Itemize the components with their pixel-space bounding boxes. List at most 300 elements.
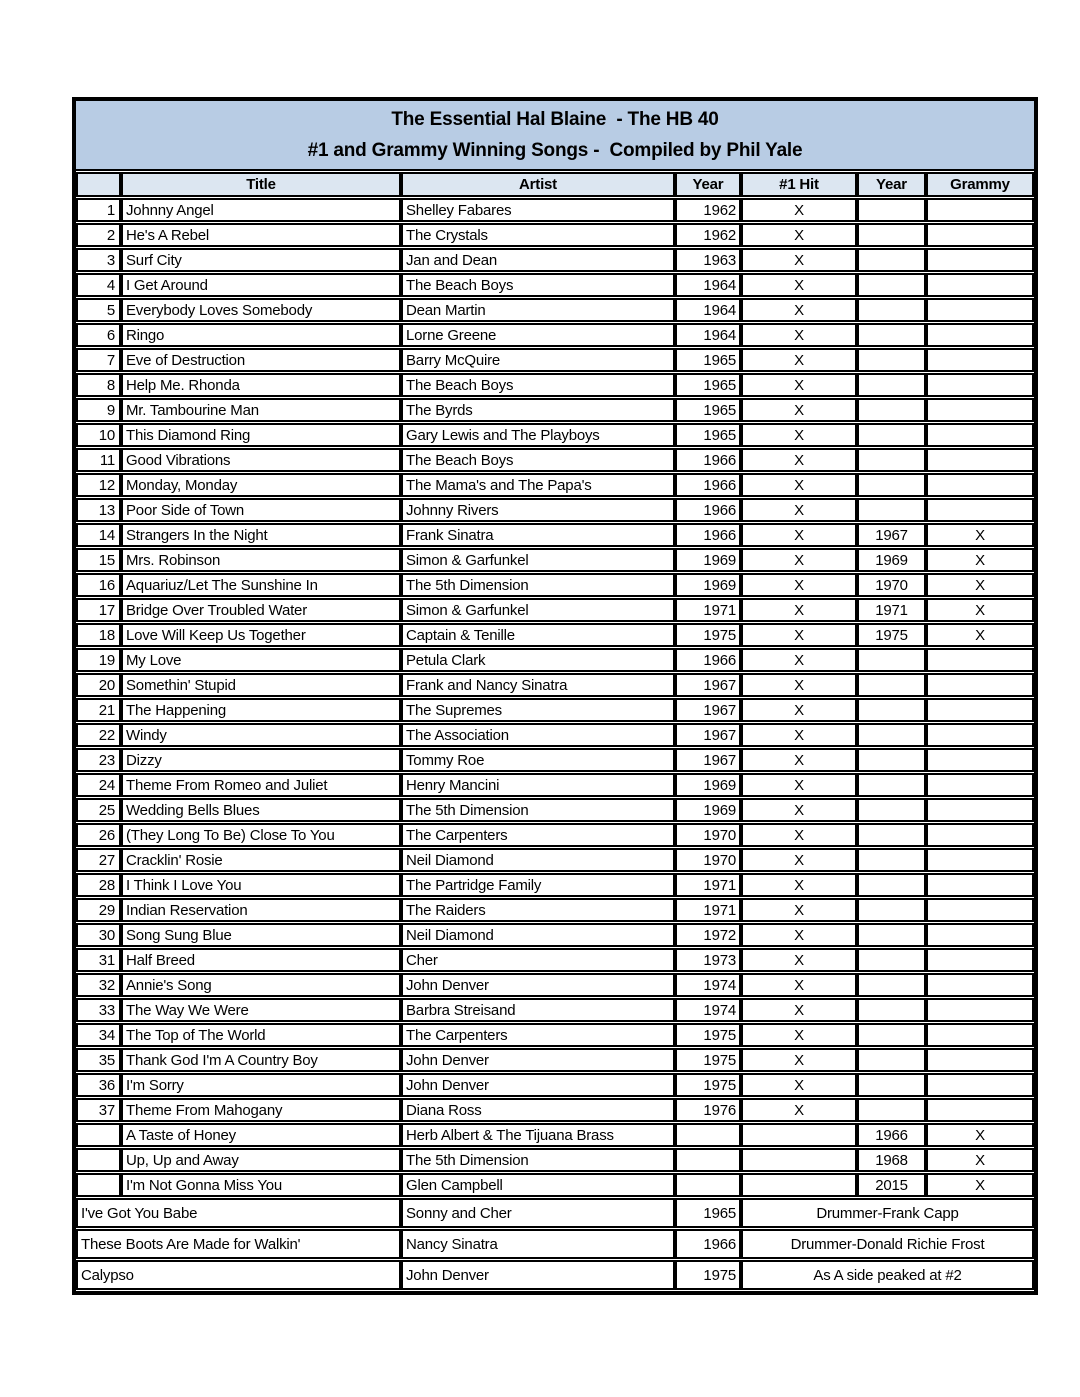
footer-table-row <box>76 1229 1034 1259</box>
row-number-cell: 28 <box>76 873 121 897</box>
grammy-cell <box>926 448 1034 472</box>
grammy-year-cell: 1970 <box>857 573 926 597</box>
song-title-cell: I Get Around <box>121 273 401 297</box>
grammy-year-cell <box>857 398 926 422</box>
table-row <box>76 223 1034 247</box>
artist-cell: Barbra Streisand <box>401 998 675 1022</box>
grammy-year-cell <box>857 273 926 297</box>
song-title-cell: He's A Rebel <box>121 223 401 247</box>
number-one-hit-cell: X <box>741 1073 857 1097</box>
hit-year-cell: 1967 <box>675 673 741 697</box>
number-one-hit-cell: X <box>741 698 857 722</box>
row-number-cell: 36 <box>76 1073 121 1097</box>
grammy-year-cell <box>857 423 926 447</box>
grammy-cell <box>926 473 1034 497</box>
grammy-cell <box>926 1098 1034 1122</box>
artist-cell: Lorne Greene <box>401 323 675 347</box>
grammy-cell <box>926 373 1034 397</box>
number-one-hit-cell: X <box>741 523 857 547</box>
table-row <box>76 1023 1034 1047</box>
number-one-hit-cell: X <box>741 298 857 322</box>
artist-cell: Jan and Dean <box>401 248 675 272</box>
grammy-cell <box>926 1048 1034 1072</box>
song-title-cell: Ringo <box>121 323 401 347</box>
hit-year-cell: 1971 <box>675 898 741 922</box>
row-number-cell: 3 <box>76 248 121 272</box>
grammy-cell <box>926 898 1034 922</box>
row-number-cell: 8 <box>76 373 121 397</box>
number-one-hit-cell: X <box>741 923 857 947</box>
grammy-cell: X <box>926 548 1034 572</box>
grammy-year-cell <box>857 198 926 222</box>
row-number-cell: 20 <box>76 673 121 697</box>
row-number-cell: 30 <box>76 923 121 947</box>
grammy-year-cell <box>857 848 926 872</box>
grammy-cell <box>926 723 1034 747</box>
song-title-cell: Surf City <box>121 248 401 272</box>
hit-year-cell: 1966 <box>675 523 741 547</box>
grammy-year-cell: 1971 <box>857 598 926 622</box>
artist-cell: The Beach Boys <box>401 448 675 472</box>
table-row <box>76 948 1034 972</box>
artist-cell: Neil Diamond <box>401 848 675 872</box>
number-one-hit-cell: X <box>741 348 857 372</box>
table-row <box>76 448 1034 472</box>
grammy-year-cell <box>857 648 926 672</box>
grammy-year-cell <box>857 798 926 822</box>
artist-cell: Herb Albert & The Tijuana Brass <box>401 1123 675 1147</box>
hit-year-cell: 1967 <box>675 748 741 772</box>
artist-cell: Sonny and Cher <box>401 1198 675 1228</box>
song-title-cell: Song Sung Blue <box>121 923 401 947</box>
song-title-cell: I'm Sorry <box>121 1073 401 1097</box>
grammy-year-cell <box>857 698 926 722</box>
artist-cell: Captain & Tenille <box>401 623 675 647</box>
number-one-hit-cell: X <box>741 998 857 1022</box>
hit-year-cell: 1965 <box>675 1198 741 1228</box>
hit-year-cell: 1966 <box>675 1229 741 1259</box>
song-title-cell: (They Long To Be) Close To You <box>121 823 401 847</box>
song-title-cell: Poor Side of Town <box>121 498 401 522</box>
song-title-cell: I Think I Love You <box>121 873 401 897</box>
hit-year-cell: 1964 <box>675 298 741 322</box>
grammy-cell: X <box>926 1123 1034 1147</box>
artist-cell: The 5th Dimension <box>401 573 675 597</box>
grammy-cell <box>926 248 1034 272</box>
number-one-hit-cell: X <box>741 1048 857 1072</box>
hit-year-cell: 1969 <box>675 798 741 822</box>
artist-cell: Nancy Sinatra <box>401 1229 675 1259</box>
table-row <box>76 423 1034 447</box>
hit-year-cell: 1974 <box>675 973 741 997</box>
row-number-cell: 18 <box>76 623 121 647</box>
song-title-cell: I've Got You Babe <box>76 1198 401 1228</box>
note-cell: Drummer-Frank Capp <box>741 1198 1034 1228</box>
row-number-cell: 26 <box>76 823 121 847</box>
grammy-cell <box>926 298 1034 322</box>
table-row <box>76 748 1034 772</box>
number-one-hit-cell: X <box>741 573 857 597</box>
table-row <box>76 473 1034 497</box>
grammy-cell <box>926 273 1034 297</box>
number-one-hit-cell: X <box>741 973 857 997</box>
number-one-hit-cell: X <box>741 1098 857 1122</box>
grammy-cell <box>926 223 1034 247</box>
artist-cell: John Denver <box>401 1260 675 1290</box>
songs-grid <box>76 171 1034 1291</box>
artist-cell: The Partridge Family <box>401 873 675 897</box>
artist-cell: The Beach Boys <box>401 273 675 297</box>
grammy-year-cell: 1966 <box>857 1123 926 1147</box>
header-row <box>76 172 1034 197</box>
song-title-cell: I'm Not Gonna Miss You <box>121 1173 401 1197</box>
number-one-hit-cell: X <box>741 948 857 972</box>
table-row <box>76 323 1034 347</box>
row-number-cell: 5 <box>76 298 121 322</box>
artist-cell: The Carpenters <box>401 1023 675 1047</box>
number-one-hit-cell: X <box>741 673 857 697</box>
hit-year-cell: 1974 <box>675 998 741 1022</box>
song-title-cell: Johnny Angel <box>121 198 401 222</box>
number-one-hit-cell: X <box>741 623 857 647</box>
grammy-year-cell: 1967 <box>857 523 926 547</box>
grammy-year-cell <box>857 448 926 472</box>
grammy-year-cell <box>857 873 926 897</box>
hit-year-cell: 1969 <box>675 548 741 572</box>
table-row <box>76 873 1034 897</box>
grammy-year-cell <box>857 1048 926 1072</box>
song-title-cell: The Way We Were <box>121 998 401 1022</box>
hit-year-cell: 1965 <box>675 398 741 422</box>
table-row <box>76 898 1034 922</box>
grammy-year-cell <box>857 1023 926 1047</box>
grammy-year-cell <box>857 1098 926 1122</box>
number-one-hit-cell: X <box>741 598 857 622</box>
hit-year-cell: 1966 <box>675 473 741 497</box>
table-row <box>76 573 1034 597</box>
artist-cell: Cher <box>401 948 675 972</box>
grammy-cell <box>926 648 1034 672</box>
table-row <box>76 398 1034 422</box>
grammy-cell: X <box>926 573 1034 597</box>
grammy-year-cell <box>857 923 926 947</box>
grammy-cell <box>926 773 1034 797</box>
grammy-cell <box>926 973 1034 997</box>
table-row <box>76 373 1034 397</box>
hit-year-cell: 1964 <box>675 323 741 347</box>
number-one-hit-cell: X <box>741 548 857 572</box>
row-number-cell: 24 <box>76 773 121 797</box>
table-row <box>76 673 1034 697</box>
column-header-grammy: Grammy <box>926 172 1034 197</box>
table-row <box>76 1173 1034 1197</box>
artist-cell: Simon & Garfunkel <box>401 598 675 622</box>
artist-cell: The Carpenters <box>401 823 675 847</box>
artist-cell: John Denver <box>401 973 675 997</box>
page-title: The Essential Hal Blaine - The HB 40 <box>391 109 719 130</box>
number-one-hit-cell: X <box>741 748 857 772</box>
song-title-cell: Half Breed <box>121 948 401 972</box>
hit-year-cell: 1964 <box>675 273 741 297</box>
number-one-hit-cell: X <box>741 648 857 672</box>
song-title-cell: Wedding Bells Blues <box>121 798 401 822</box>
footer-table-row <box>76 1260 1034 1290</box>
grammy-year-cell <box>857 723 926 747</box>
row-number-cell: 29 <box>76 898 121 922</box>
song-title-cell: A Taste of Honey <box>121 1123 401 1147</box>
grammy-cell <box>926 1073 1034 1097</box>
grammy-cell <box>926 498 1034 522</box>
song-title-cell: Indian Reservation <box>121 898 401 922</box>
hit-year-cell <box>675 1173 741 1197</box>
note-cell: Drummer-Donald Richie Frost <box>741 1229 1034 1259</box>
number-one-hit-cell: X <box>741 1023 857 1047</box>
table-row <box>76 348 1034 372</box>
artist-cell: The Mama's and The Papa's <box>401 473 675 497</box>
artist-cell: The Byrds <box>401 398 675 422</box>
grammy-year-cell: 1968 <box>857 1148 926 1172</box>
song-title-cell: Eve of Destruction <box>121 348 401 372</box>
row-number-cell: 33 <box>76 998 121 1022</box>
artist-cell: Henry Mancini <box>401 773 675 797</box>
column-header-title: Title <box>121 172 401 197</box>
song-title-cell: Help Me. Rhonda <box>121 373 401 397</box>
table-row <box>76 1148 1034 1172</box>
song-title-cell: My Love <box>121 648 401 672</box>
column-header-number <box>76 172 121 197</box>
number-one-hit-cell: X <box>741 848 857 872</box>
artist-cell: John Denver <box>401 1073 675 1097</box>
hit-year-cell: 1975 <box>675 1260 741 1290</box>
song-title-cell: These Boots Are Made for Walkin' <box>76 1229 401 1259</box>
number-one-hit-cell: X <box>741 273 857 297</box>
row-number-cell: 32 <box>76 973 121 997</box>
title-band <box>76 101 1034 171</box>
table-row <box>76 923 1034 947</box>
hit-year-cell: 1975 <box>675 623 741 647</box>
number-one-hit-cell: X <box>741 198 857 222</box>
row-number-cell: 25 <box>76 798 121 822</box>
artist-cell: Petula Clark <box>401 648 675 672</box>
grammy-cell <box>926 873 1034 897</box>
artist-cell: Neil Diamond <box>401 923 675 947</box>
song-title-cell: Monday, Monday <box>121 473 401 497</box>
table-row <box>76 773 1034 797</box>
grammy-cell <box>926 698 1034 722</box>
song-title-cell: Windy <box>121 723 401 747</box>
table-row <box>76 548 1034 572</box>
table-row <box>76 998 1034 1022</box>
song-title-cell: The Happening <box>121 698 401 722</box>
hit-year-cell: 1975 <box>675 1023 741 1047</box>
grammy-cell <box>926 848 1034 872</box>
column-header-number-one-hit: #1 Hit <box>741 172 857 197</box>
table-body <box>76 198 1034 1290</box>
row-number-cell: 13 <box>76 498 121 522</box>
hit-year-cell: 1966 <box>675 448 741 472</box>
table-row <box>76 298 1034 322</box>
number-one-hit-cell: X <box>741 798 857 822</box>
grammy-cell <box>926 423 1034 447</box>
grammy-cell <box>926 748 1034 772</box>
artist-cell: Barry McQuire <box>401 348 675 372</box>
table-row <box>76 273 1034 297</box>
table-row <box>76 1098 1034 1122</box>
song-title-cell: Annie's Song <box>121 973 401 997</box>
number-one-hit-cell: X <box>741 723 857 747</box>
table-row <box>76 648 1034 672</box>
row-number-cell: 21 <box>76 698 121 722</box>
song-title-cell: Mrs. Robinson <box>121 548 401 572</box>
row-number-cell: 17 <box>76 598 121 622</box>
hit-year-cell: 1970 <box>675 823 741 847</box>
number-one-hit-cell: X <box>741 423 857 447</box>
song-title-cell: Dizzy <box>121 748 401 772</box>
song-title-cell: Somethin' Stupid <box>121 673 401 697</box>
artist-cell: Gary Lewis and The Playboys <box>401 423 675 447</box>
table-row <box>76 973 1034 997</box>
column-header-artist: Artist <box>401 172 675 197</box>
table-row <box>76 848 1034 872</box>
column-header-year: Year <box>675 172 741 197</box>
artist-cell: The 5th Dimension <box>401 798 675 822</box>
artist-cell: The 5th Dimension <box>401 1148 675 1172</box>
number-one-hit-cell <box>741 1148 857 1172</box>
table-row <box>76 248 1034 272</box>
grammy-cell <box>926 998 1034 1022</box>
song-title-cell: Love Will Keep Us Together <box>121 623 401 647</box>
hit-year-cell: 1976 <box>675 1098 741 1122</box>
grammy-cell <box>926 948 1034 972</box>
row-number-cell <box>76 1173 121 1197</box>
song-title-cell: Theme From Romeo and Juliet <box>121 773 401 797</box>
hit-year-cell: 1965 <box>675 373 741 397</box>
grammy-cell <box>926 798 1034 822</box>
song-title-cell: Bridge Over Troubled Water <box>121 598 401 622</box>
table-row <box>76 698 1034 722</box>
hit-year-cell: 1966 <box>675 498 741 522</box>
column-header-grammy-year: Year <box>857 172 926 197</box>
artist-cell: Shelley Fabares <box>401 198 675 222</box>
grammy-cell: X <box>926 623 1034 647</box>
row-number-cell: 1 <box>76 198 121 222</box>
grammy-year-cell <box>857 673 926 697</box>
grammy-cell: X <box>926 523 1034 547</box>
song-title-cell: This Diamond Ring <box>121 423 401 447</box>
artist-cell: Johnny Rivers <box>401 498 675 522</box>
grammy-year-cell <box>857 223 926 247</box>
artist-cell: The Supremes <box>401 698 675 722</box>
grammy-year-cell <box>857 473 926 497</box>
number-one-hit-cell: X <box>741 223 857 247</box>
song-title-cell: Thank God I'm A Country Boy <box>121 1048 401 1072</box>
number-one-hit-cell: X <box>741 398 857 422</box>
row-number-cell: 35 <box>76 1048 121 1072</box>
hit-year-cell: 1966 <box>675 648 741 672</box>
table-row <box>76 823 1034 847</box>
hit-year-cell: 1967 <box>675 698 741 722</box>
artist-cell: Frank and Nancy Sinatra <box>401 673 675 697</box>
table-row <box>76 1123 1034 1147</box>
song-list-table <box>72 97 1038 1295</box>
row-number-cell: 34 <box>76 1023 121 1047</box>
hit-year-cell: 1965 <box>675 423 741 447</box>
grammy-year-cell <box>857 823 926 847</box>
row-number-cell: 9 <box>76 398 121 422</box>
artist-cell: Simon & Garfunkel <box>401 548 675 572</box>
grammy-year-cell <box>857 248 926 272</box>
grammy-year-cell <box>857 373 926 397</box>
row-number-cell: 16 <box>76 573 121 597</box>
artist-cell: Tommy Roe <box>401 748 675 772</box>
artist-cell: The Crystals <box>401 223 675 247</box>
number-one-hit-cell: X <box>741 498 857 522</box>
song-title-cell: Everybody Loves Somebody <box>121 298 401 322</box>
hit-year-cell: 1969 <box>675 573 741 597</box>
hit-year-cell: 1972 <box>675 923 741 947</box>
grammy-year-cell <box>857 498 926 522</box>
grammy-cell: X <box>926 1148 1034 1172</box>
table-row <box>76 498 1034 522</box>
row-number-cell: 7 <box>76 348 121 372</box>
grammy-year-cell <box>857 998 926 1022</box>
grammy-cell <box>926 398 1034 422</box>
hit-year-cell: 1970 <box>675 848 741 872</box>
hit-year-cell: 1962 <box>675 223 741 247</box>
grammy-cell: X <box>926 1173 1034 1197</box>
artist-cell: The Association <box>401 723 675 747</box>
grammy-year-cell: 1969 <box>857 548 926 572</box>
table-row <box>76 198 1034 222</box>
number-one-hit-cell: X <box>741 823 857 847</box>
number-one-hit-cell: X <box>741 898 857 922</box>
row-number-cell <box>76 1123 121 1147</box>
table-row <box>76 523 1034 547</box>
hit-year-cell: 1963 <box>675 248 741 272</box>
row-number-cell: 10 <box>76 423 121 447</box>
page-subtitle: #1 and Grammy Winning Songs - Compiled by Phil Yale <box>307 140 803 161</box>
artist-cell: Dean Martin <box>401 298 675 322</box>
row-number-cell: 14 <box>76 523 121 547</box>
row-number-cell: 31 <box>76 948 121 972</box>
hit-year-cell: 1965 <box>675 348 741 372</box>
grammy-year-cell <box>857 948 926 972</box>
grammy-cell <box>926 198 1034 222</box>
footer-table-row <box>76 1198 1034 1228</box>
grammy-year-cell: 1975 <box>857 623 926 647</box>
table-row <box>76 1048 1034 1072</box>
hit-year-cell <box>675 1148 741 1172</box>
artist-cell: The Raiders <box>401 898 675 922</box>
song-title-cell: The Top of The World <box>121 1023 401 1047</box>
hit-year-cell: 1975 <box>675 1073 741 1097</box>
row-number-cell: 27 <box>76 848 121 872</box>
grammy-year-cell <box>857 748 926 772</box>
number-one-hit-cell: X <box>741 248 857 272</box>
number-one-hit-cell: X <box>741 373 857 397</box>
number-one-hit-cell: X <box>741 873 857 897</box>
table-row <box>76 598 1034 622</box>
song-title-cell: Good Vibrations <box>121 448 401 472</box>
grammy-year-cell <box>857 898 926 922</box>
table-row <box>76 723 1034 747</box>
row-number-cell: 12 <box>76 473 121 497</box>
number-one-hit-cell: X <box>741 448 857 472</box>
number-one-hit-cell <box>741 1123 857 1147</box>
hit-year-cell: 1973 <box>675 948 741 972</box>
row-number-cell: 6 <box>76 323 121 347</box>
hit-year-cell: 1971 <box>675 873 741 897</box>
